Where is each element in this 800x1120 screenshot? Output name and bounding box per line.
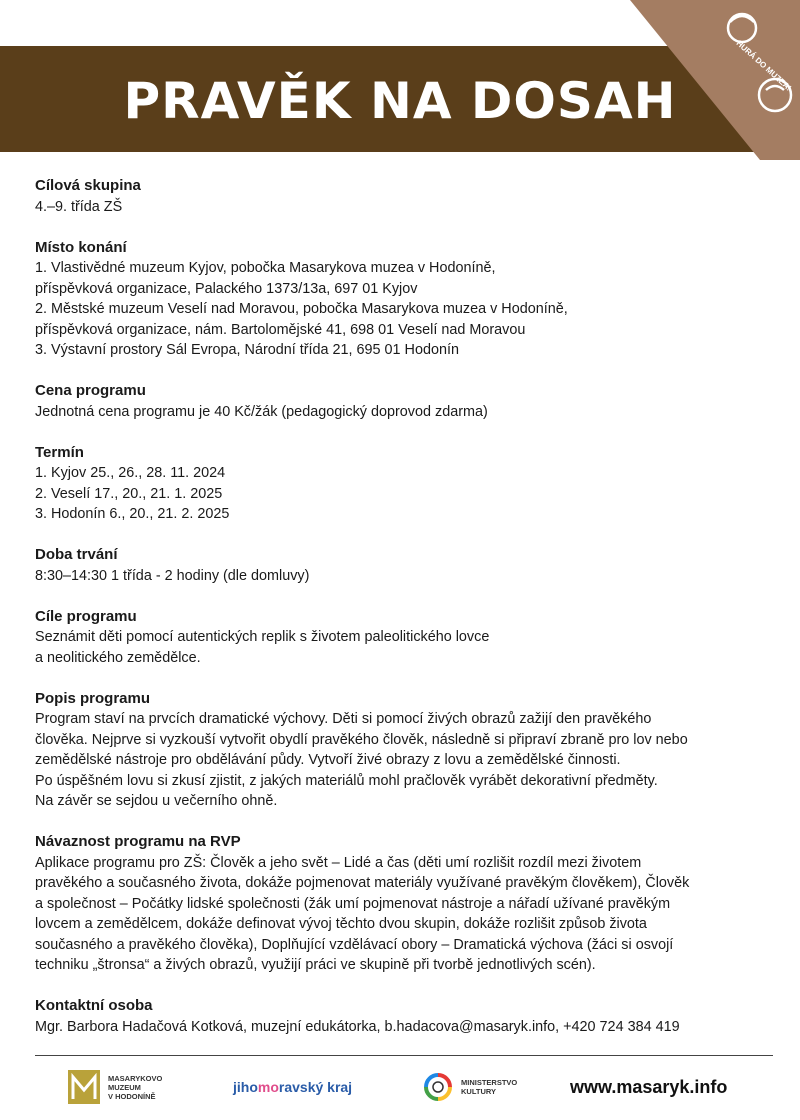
section-line: techniku „štronsa“ a živých obrazů, využijí práci ve skupině při tvorbě jednotlivých scén). xyxy=(35,957,596,973)
ministry-logo xyxy=(423,1072,517,1102)
footer xyxy=(0,1066,800,1110)
info-section xyxy=(35,238,775,361)
section-line: lovcem a zemědělcem, dokáže definovat vývoj těchto dvou skupin, dokáže rozlišit způsob života xyxy=(35,916,647,932)
info-section xyxy=(35,176,775,217)
museum-logo-line: MUZEUM xyxy=(108,1082,141,1092)
section-heading: Místo konání xyxy=(35,238,127,256)
info-section xyxy=(35,607,775,669)
section-heading: Termín xyxy=(35,443,84,461)
section-line: 1. Vlastivědné muzeum Kyjov, pobočka Masarykova muzea v Hodoníně, xyxy=(35,260,496,276)
section-line: Na závěr se sejdou u večerního ohně. xyxy=(35,793,278,809)
region-logo xyxy=(233,1079,352,1095)
section-heading: Cílová skupina xyxy=(35,177,141,194)
program-content xyxy=(35,176,775,1058)
ministry-logo-icon xyxy=(423,1072,453,1102)
section-line: příspěvková organizace, Palackého 1373/13a, 697 01 Kyjov xyxy=(35,280,418,297)
section-heading: Cena programu xyxy=(35,382,146,399)
info-section xyxy=(35,381,775,422)
section-heading: Cíle programu xyxy=(35,607,137,625)
section-heading: Návaznost programu na RVP xyxy=(35,833,241,850)
region-logo-highlight: mo xyxy=(257,1079,279,1095)
section-line: Jednotná cena programu je 40 Kč/žák (pedagogický doprovod zdarma) xyxy=(35,403,488,420)
museum-logo-mark-icon xyxy=(68,1070,100,1104)
section-line: Aplikace programu pro ZŠ: Člověk a jeho svět – Lidé a čas (děti umí rozlišit rozdíl mezi životem xyxy=(35,854,642,871)
section-line: 2. Veselí 17., 20., 21. 1. 2025 xyxy=(35,485,223,502)
museum-logo-line: MASARYKOVO xyxy=(108,1073,163,1083)
badge-text: HURÁ DO MUZEA! xyxy=(734,38,794,93)
section-line: 2. Městské muzeum Veselí nad Moravou, pobočka Masarykova muzea v Hodoníně, xyxy=(35,301,568,317)
region-logo-part: ravský kraj xyxy=(278,1079,353,1095)
footer-divider xyxy=(35,1055,773,1056)
section-line: Mgr. Barbora Hadačová Kotková, muzejní edukátorka, b.hadacova@masaryk.info, +420 724 384 419 xyxy=(35,1018,680,1035)
section-line: pravěkého a současného života, dokáže pojmenovat materiály využívané pravěkým člověkem), Člověk xyxy=(35,875,690,891)
section-line: 3. Výstavní prostory Sál Evropa, Národní třída 21, 695 01 Hodonín xyxy=(35,342,459,358)
ministry-logo-line: KULTURY xyxy=(461,1087,496,1096)
section-line: 8:30–14:30 1 třída - 2 hodiny (dle domluvy) xyxy=(35,567,310,584)
section-line: současného a pravěkého člověka), Doplňující vzdělávací obory – Dramatická výchova (žáci si osvojí xyxy=(35,936,674,953)
info-section xyxy=(35,689,775,812)
section-heading: Kontaktní osoba xyxy=(35,997,153,1014)
section-heading: Doba trvání xyxy=(35,546,118,563)
info-section xyxy=(35,545,775,586)
info-section xyxy=(35,443,775,525)
ministry-logo-line: MINISTERSTVO xyxy=(461,1078,518,1087)
section-line: příspěvková organizace, nám. Bartolomějské 41, 698 01 Veselí nad Moravou xyxy=(35,321,526,338)
section-line: 3. Hodonín 6., 20., 21. 2. 2025 xyxy=(35,506,230,522)
museum-logo xyxy=(68,1070,162,1104)
section-line: Program staví na prvcích dramatické výchovy. Děti si pomocí živých obrazů zažijí den pravěkého xyxy=(35,711,652,727)
website-link[interactable]: www.masaryk.info xyxy=(570,1077,728,1097)
section-line: Seznámit děti pomocí autentických replik s životem paleolitického lovce xyxy=(35,629,490,645)
section-line: 1. Kyjov 25., 26., 28. 11. 2024 xyxy=(35,465,226,481)
page-title: PRAVĚK NA DOSAH xyxy=(123,72,677,130)
section-line: zemědělské nástroje pro obdělávání půdy. Vytvoří živé obrazy z lovu a zemědělské činnosti. xyxy=(35,752,621,768)
info-section xyxy=(35,832,775,976)
region-logo-part: jiho xyxy=(233,1079,258,1095)
section-line: člověka. Nejprve si vyzkouší vytvořit obydlí pravěkého člověk, následně si připraví zbraně pro lov nebo xyxy=(35,731,688,748)
info-section xyxy=(35,996,775,1037)
corner-badge xyxy=(610,0,800,160)
museum-logo-line: V HODONÍNĚ xyxy=(108,1091,156,1101)
section-line: a neolitického zemědělce. xyxy=(35,649,201,666)
section-line: 4.–9. třída ZŠ xyxy=(35,198,123,215)
section-line: Po úspěšném lovu si zkusí zjistit, z jakých materiálů mohl pračlověk vyrábět dekorativní předměty. xyxy=(35,772,658,789)
section-line: a společnost – Počátky lidské společnosti (žák umí pojmenovat nástroje a nářadí užívané pravěkým xyxy=(35,895,671,912)
section-heading: Popis programu xyxy=(35,689,151,707)
